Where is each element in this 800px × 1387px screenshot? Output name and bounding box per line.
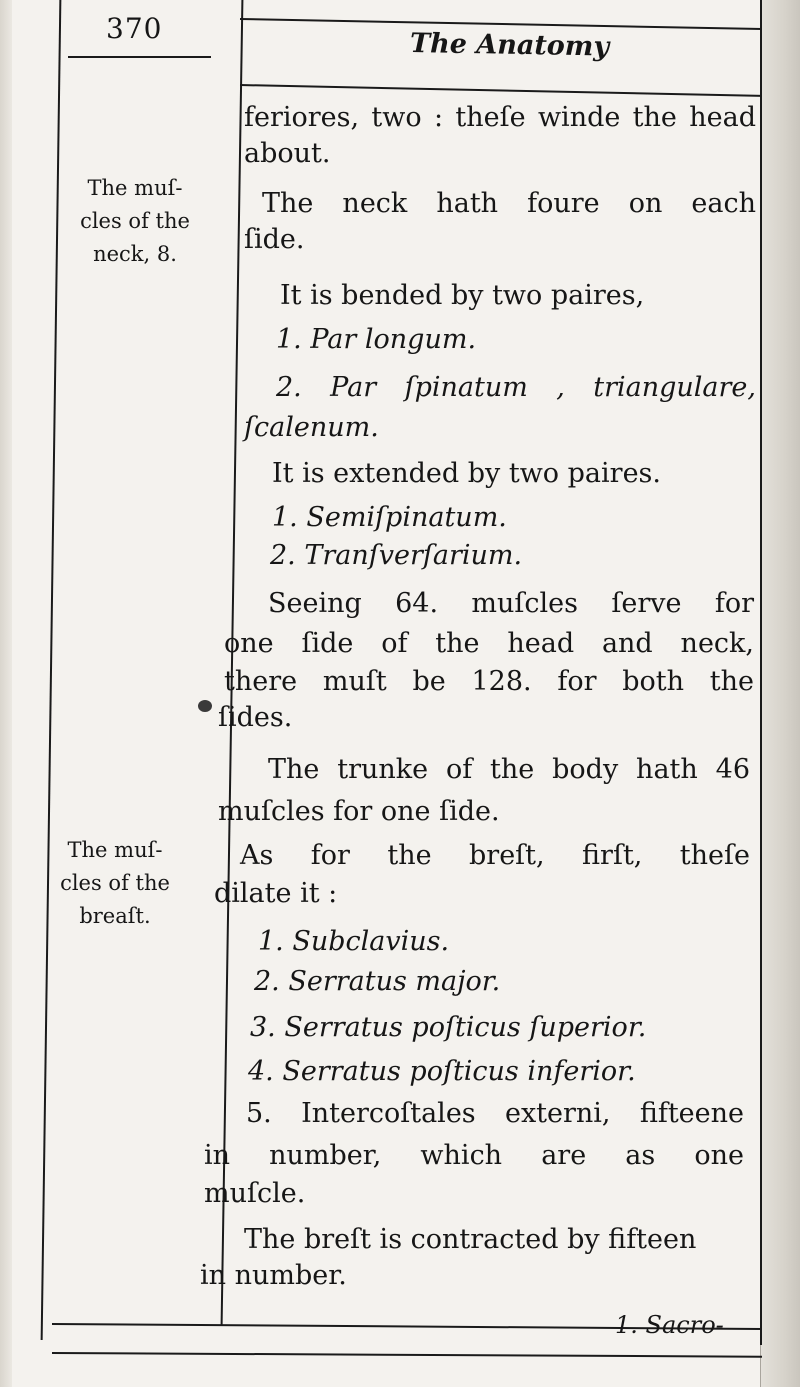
text-line: The breſt is contracted by fifteen: [244, 1224, 697, 1255]
text-line: 1. Subclavius.: [258, 926, 450, 957]
header-rule-top: [240, 18, 762, 30]
margin-note-line: cles of the: [80, 209, 190, 233]
text-line: in number.: [200, 1260, 347, 1291]
text-line: one ſide of the head and neck,: [224, 628, 754, 659]
running-head: The Anatomy: [409, 28, 610, 63]
margin-note-line: The muſ-: [87, 176, 183, 200]
text-line: dilate it :: [214, 878, 338, 909]
page-right-edge: [760, 0, 800, 1387]
text-line: The neck hath foure on each: [262, 188, 756, 219]
margin-note-line: cles of the: [60, 871, 170, 895]
text-line: As for the breſt, firſt, theſe: [240, 840, 750, 871]
text-line: 1. Par longum.: [276, 324, 477, 355]
text-line: The trunke of the body hath 46: [268, 754, 750, 785]
margin-note-breast: [40, 834, 190, 933]
catchword: 1. Sacro-: [615, 1311, 724, 1339]
text-line: It is extended by two paires.: [272, 458, 661, 489]
text-line: 1. Semiſpinatum.: [272, 502, 507, 533]
text-line: 4. Serratus poſticus inferior.: [248, 1056, 636, 1087]
text-line: 3. Serratus poſticus ſuperior.: [250, 1012, 647, 1043]
page-left-edge: [0, 0, 12, 1387]
text-line: there muſt be 128. for both the: [224, 666, 754, 697]
text-right-rule: [760, 0, 762, 1345]
text-line: ſide.: [244, 224, 305, 255]
text-line: 5. Intercoſtales externi, fifteene: [246, 1098, 744, 1129]
footer-rule-lower: [52, 1352, 762, 1358]
margin-column-rule: [221, 0, 244, 1325]
text-line: ſcalenum.: [244, 412, 379, 443]
text-line: muſcles for one ſide.: [218, 796, 500, 827]
text-line: about.: [244, 138, 331, 169]
margin-note-neck: [60, 172, 210, 271]
margin-note-line: breaſt.: [79, 904, 151, 928]
header-rule-bottom: [240, 84, 762, 97]
text-line: 2. Tranſverſarium.: [270, 540, 523, 571]
margin-note-line: The muſ-: [67, 838, 163, 862]
text-line: It is bended by two paires,: [280, 280, 645, 311]
text-line: 2. Serratus major.: [254, 966, 501, 997]
ink-blot: [198, 700, 212, 712]
text-line: in number, which are as one: [204, 1140, 744, 1171]
text-line: 2. Par ſpinatum , triangulare,: [276, 372, 756, 403]
text-line: muſcle.: [204, 1178, 306, 1209]
margin-note-line: neck, 8.: [93, 242, 177, 266]
text-line: Seeing 64. muſcles ſerve for: [268, 588, 754, 619]
page-number: 370: [106, 12, 163, 45]
text-line: ſides.: [218, 702, 293, 733]
outer-margin-rule: [41, 0, 62, 1340]
text-line: feriores, two : theſe winde the head: [244, 102, 756, 133]
header-rule-left: [68, 56, 211, 58]
